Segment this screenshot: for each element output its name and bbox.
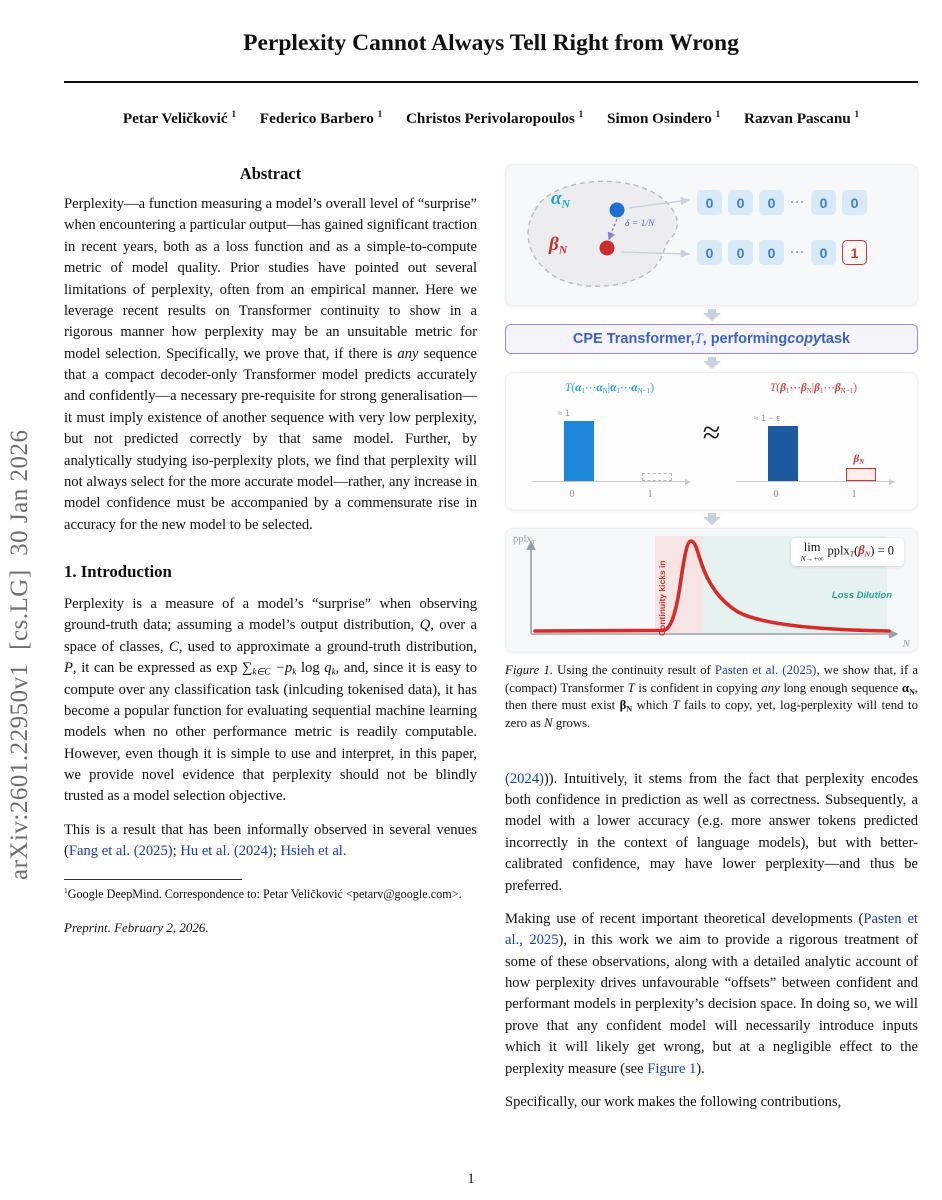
- math-symbol: T: [694, 330, 703, 347]
- math-subscript: N: [602, 387, 608, 396]
- alpha-sequence-label: [551, 188, 570, 210]
- ellipsis: ···: [790, 245, 806, 259]
- text-fragment: pplx: [513, 534, 532, 545]
- beta-plot-area: [736, 414, 892, 482]
- footnote-rule: [64, 879, 242, 880]
- token-cell: 0: [811, 190, 836, 215]
- math-symbol: α: [631, 382, 638, 394]
- math-subscript: N: [864, 549, 871, 559]
- alpha-probability-bar: [564, 421, 594, 481]
- math-subscript: k∈C: [252, 666, 271, 677]
- emphasis-text: any: [761, 680, 780, 695]
- author-text: Federico Barbero: [259, 110, 374, 127]
- figure-label: Figure 1.: [505, 663, 554, 677]
- token-cell: 0: [728, 190, 753, 215]
- citation-link[interactable]: Hu et al. (2024): [180, 843, 273, 860]
- author-name: [260, 110, 382, 127]
- right-paragraph-3: Specifically, our work makes the following contributions,: [505, 1093, 842, 1110]
- flow-arrow-down-icon: [505, 510, 918, 528]
- math-symbol: α: [551, 188, 562, 209]
- author-name: [406, 110, 583, 127]
- left-column: [64, 164, 477, 1113]
- math-symbol: C: [168, 638, 179, 655]
- text-fragment: CPE Transformer,: [572, 331, 695, 347]
- beta-chart-title: [730, 380, 898, 394]
- citation-link[interactable]: Pasten et al. (2025): [714, 663, 817, 677]
- affiliation-mark: 1: [578, 108, 584, 119]
- transformer-banner: [505, 324, 918, 354]
- math-symbol: T: [672, 698, 680, 713]
- math-subscript: N: [859, 459, 865, 467]
- text-fragment: , performing: [702, 331, 788, 347]
- text-fragment: , it can be expressed as: [72, 660, 217, 677]
- author-text: Razvan Pascanu: [743, 110, 851, 127]
- text-fragment: Making use of recent important theoretical developments (: [505, 910, 864, 927]
- x-axis-label: N: [902, 638, 910, 650]
- math-subscript: N−1: [840, 387, 854, 396]
- wrong-token-bar: [846, 468, 876, 481]
- text-fragment: is confident in copying: [634, 680, 762, 695]
- right-column: [505, 164, 918, 1113]
- token-cell: 0: [759, 190, 784, 215]
- beta-symbol: [858, 543, 870, 557]
- math-subscript: T: [849, 549, 855, 559]
- text-fragment: ;: [272, 843, 281, 860]
- right-paragraph-2: [505, 909, 918, 1080]
- math-symbol: [620, 698, 632, 712]
- alpha-probability-chart: [526, 380, 694, 502]
- x-tick: 1: [851, 489, 857, 500]
- limit-formula: [791, 538, 904, 566]
- math-symbol: β: [800, 382, 807, 394]
- zero-probability-ghost-bar: [642, 473, 672, 481]
- math-symbol: N: [544, 715, 553, 730]
- sequence-panel: [505, 164, 918, 306]
- math-symbol: β: [549, 234, 559, 255]
- math-symbol: ⋯: [584, 382, 597, 394]
- x-axis: [736, 481, 892, 482]
- math-symbol: (: [776, 382, 781, 394]
- token-cell: 0: [811, 240, 836, 265]
- math-symbol: ): [650, 382, 654, 394]
- token-cell: 0: [697, 190, 722, 215]
- paper-title: Perplexity Cannot Always Tell Right from Wrong: [243, 30, 739, 56]
- x-tick: 1: [647, 489, 653, 500]
- citation-link[interactable]: Pasten et al., 2025: [505, 910, 918, 949]
- x-axis: [532, 481, 688, 482]
- y-axis-label: [513, 534, 535, 545]
- author-text: Simon Osindero: [607, 110, 712, 127]
- token-cell: 0: [759, 240, 784, 265]
- math-symbol: pplx: [827, 543, 850, 558]
- text-fragment: , over a space of classes,: [64, 617, 478, 655]
- math-symbol: [902, 681, 915, 695]
- math-subscript: T: [531, 538, 536, 546]
- footnote-mark: 1: [64, 885, 68, 895]
- math-symbol: T: [565, 382, 572, 394]
- math-subscript: k: [331, 666, 336, 677]
- flow-arrow-down-icon: [505, 354, 918, 372]
- footnote: [64, 879, 477, 903]
- token-cell-flipped: 1: [842, 240, 867, 265]
- author-text: Petar Veličković: [122, 110, 228, 127]
- math-symbol: Q: [419, 617, 431, 634]
- math-subscript: N: [561, 197, 571, 211]
- math-symbol: (: [854, 543, 859, 558]
- math-symbol: exp: [216, 660, 238, 677]
- math-symbol: α: [610, 382, 617, 394]
- text-fragment: , then there must exist: [505, 680, 918, 713]
- math-symbol: −p: [275, 660, 293, 677]
- math-symbol: β: [853, 453, 860, 465]
- alpha-point: [610, 203, 625, 218]
- citation-link[interactable]: Fang et al. (2025): [68, 843, 173, 860]
- inline-math: [216, 660, 335, 676]
- math-symbol: ⋯: [823, 382, 835, 394]
- math-subscript: N: [558, 243, 568, 257]
- text-fragment: ).: [696, 1060, 705, 1077]
- arxiv-banner: arXiv:2601.22950v1 [cs.LG] 30 Jan 2026: [6, 429, 33, 880]
- limit-operator: [801, 541, 824, 562]
- author-text: Christos Perivolaropoulos: [405, 110, 575, 127]
- intro-paragraph-2: [64, 820, 477, 863]
- beta-sequence-label: [549, 234, 567, 256]
- text-fragment: , we show that, if a (compact) Transformer: [505, 663, 918, 695]
- figure-caption: [505, 662, 918, 733]
- math-symbol: ∑: [242, 660, 253, 677]
- text-fragment: ;: [172, 843, 181, 860]
- math-symbol: α: [901, 680, 910, 695]
- alpha-plot-area: [532, 408, 688, 482]
- math-symbol: β: [780, 382, 786, 394]
- math-symbol: T: [627, 680, 635, 695]
- token-cell: 0: [842, 190, 867, 215]
- beta-probability-bar: [768, 426, 798, 481]
- emphasis-text: copy: [787, 331, 822, 347]
- math-symbol: lim: [803, 540, 821, 554]
- text-fragment: long enough sequence: [779, 680, 902, 695]
- math-subscript: N: [909, 687, 915, 697]
- citation-link[interactable]: (2024): [505, 770, 544, 787]
- bar-value-label: ≈ 1 − ε: [753, 413, 781, 423]
- page-number: 1: [467, 1171, 475, 1187]
- bar-value-label: ≈ 1: [557, 408, 570, 418]
- math-symbol: log: [300, 660, 320, 677]
- math-subscript: N: [626, 704, 633, 714]
- math-subscript: N−1: [637, 387, 651, 396]
- text-fragment: task: [821, 331, 851, 347]
- author-name: [607, 110, 720, 127]
- token-row-beta: [697, 240, 867, 265]
- affiliation-mark: 1: [231, 108, 236, 119]
- math-subscript: N: [806, 387, 812, 396]
- text-fragment: ), in this work we aim to provide a rigorous treatment of some of these observations, along with a detailed analytic account of how perplexity drives unfavourable “offsets” between confident and performant models in perplexity’s decision space. In doing so, we will prove that any confident model will necessarily introduce inputs which it will likely get wrong, but at a negligible effect to the perplexity measure (see: [505, 932, 919, 1077]
- text-fragment: Using the continuity result of: [553, 663, 715, 677]
- text-fragment: )). Intuitively, it stems from the fact that perplexity encodes both confidence in prediction as well as correctness. Subsequently, a model with a lower accuracy (e.g. more answer tokens predicted incorrectly in the context of language models), but with better-calibrated confidence, may have lower perplexity—and thus be preferred.: [505, 770, 918, 894]
- text-fragment: This is a result that has been informally observed in several venues (: [64, 821, 477, 860]
- math-subscript: 1: [581, 387, 585, 396]
- probability-charts-panel: [505, 372, 918, 510]
- section-heading-introduction: 1. Introduction: [64, 562, 172, 581]
- affiliation-mark: 1: [715, 108, 721, 119]
- token-cell: 0: [728, 240, 753, 265]
- loss-dilution-annotation: Loss Dilution: [831, 590, 892, 601]
- text-fragment: Perplexity—a function measuring a model’s overall level of “surprise” when encountering a particular output—has gained significant traction in recent years, both as a loss function and as a simple-to-compute metric of model quality. Prior studies have pointed out several limitations of perplexity, often from an empirical manner. Here we leverage recent results on Transformer continuity to show in a rigorous manner how perplexity may be an unsuitable metric for model selection. Specifically, we prove that, if there is: [64, 196, 477, 362]
- math-symbol: ): [853, 382, 858, 394]
- figure-1: [505, 164, 918, 652]
- alpha-chart-title: [526, 380, 694, 394]
- token-row-alpha: [697, 190, 867, 215]
- math-symbol: β: [814, 382, 820, 394]
- text-fragment: , used to approximate a ground-truth distribution,: [178, 638, 477, 655]
- beta-point: [600, 241, 615, 256]
- right-paragraph-1: [505, 769, 918, 897]
- footnote-text: Google DeepMind. Correspondence to: Petar Veličković <petarv@google.com>.: [67, 886, 462, 901]
- beta-bar-label: [854, 453, 865, 465]
- axis-arrow-icon: [685, 479, 691, 485]
- ellipsis: ···: [790, 195, 806, 209]
- perplexity-plot-panel: [505, 528, 918, 652]
- delta-distance-label: δ = 1/N: [625, 219, 655, 229]
- math-symbol: β: [858, 543, 865, 558]
- text-fragment: which: [632, 698, 673, 713]
- intro-paragraph-1: [64, 594, 477, 808]
- preprint-note: Preprint. February 2, 2026.: [64, 920, 209, 936]
- text-fragment: Perplexity is a measure of a model’s “surprise” when observing ground-truth data; assuming a model’s output distribution,: [64, 596, 477, 634]
- math-symbol: |: [811, 382, 815, 394]
- approx-symbol: ≈: [702, 414, 721, 450]
- math-symbol: α: [575, 382, 582, 394]
- math-symbol: (: [571, 382, 576, 394]
- figure-reference-link[interactable]: Figure 1: [647, 1060, 697, 1077]
- text-fragment: , and, since it is easy to compute over any classification task (inlcuding tokenised data), it has become a popular function for evaluating sequential machine learning models when no other performance metric is readily computable. However, even though it is simple to use and interpret, in this paper, we provide novel evidence that perplexity should not be blindly trusted as a model selection objective.: [64, 660, 478, 805]
- math-symbol: β: [619, 698, 627, 713]
- text-fragment: sequence that a compact decoder-only Transformer model predicts accurately and confidently—a necessary pre-requisite for strong generalisation—it must imply existence of another sequence with very low perplexity, but not predicted correctly by that same model. Further, by analytically studying iso-perplexity plots, we find that perplexity will not always select for the more accurate model—rather, any increase in model confidence must be accompanied by a commensurate rise in accuracy for the new model to be selected.: [64, 345, 477, 533]
- math-subscript: 1: [819, 387, 824, 396]
- continuity-annotation: Continuity kicks in: [657, 560, 667, 636]
- affiliation-mark: 1: [854, 108, 860, 119]
- x-tick: 0: [569, 489, 575, 500]
- text-fragment: fails to copy, yet, log-perplexity will tend to zero as: [505, 698, 918, 730]
- author-name: [123, 110, 236, 127]
- title-rule: [64, 81, 918, 83]
- math-symbol: β: [834, 382, 841, 394]
- math-symbol: ) = 0: [870, 543, 894, 558]
- math-subscript: 1: [616, 387, 620, 396]
- text-fragment: grows.: [552, 715, 591, 730]
- token-cell: 0: [697, 240, 722, 265]
- math-symbol: ⋯: [789, 382, 801, 394]
- math-subscript: 1: [785, 387, 790, 396]
- abstract-heading: Abstract: [239, 164, 302, 183]
- beta-probability-chart: [730, 380, 898, 502]
- math-subscript: k: [292, 666, 297, 677]
- math-symbol: ⋯: [619, 382, 632, 394]
- math-symbol: T: [769, 382, 777, 394]
- axis-arrow-icon: [889, 479, 895, 485]
- abstract-paragraph: [64, 194, 477, 536]
- emphasis-text: any: [397, 345, 419, 362]
- x-tick: 0: [773, 489, 779, 500]
- affiliation-mark: 1: [377, 108, 383, 119]
- math-symbol: α: [596, 382, 603, 394]
- author-name: [744, 110, 859, 127]
- math-subscript: N→+∞: [800, 553, 824, 563]
- citation-link[interactable]: Hsieh et al.: [280, 843, 347, 860]
- math-symbol: q: [324, 660, 332, 677]
- flow-arrow-down-icon: [505, 306, 918, 324]
- math-symbol: |: [607, 382, 611, 394]
- author-list: [64, 110, 918, 128]
- math-symbol: P: [64, 660, 73, 677]
